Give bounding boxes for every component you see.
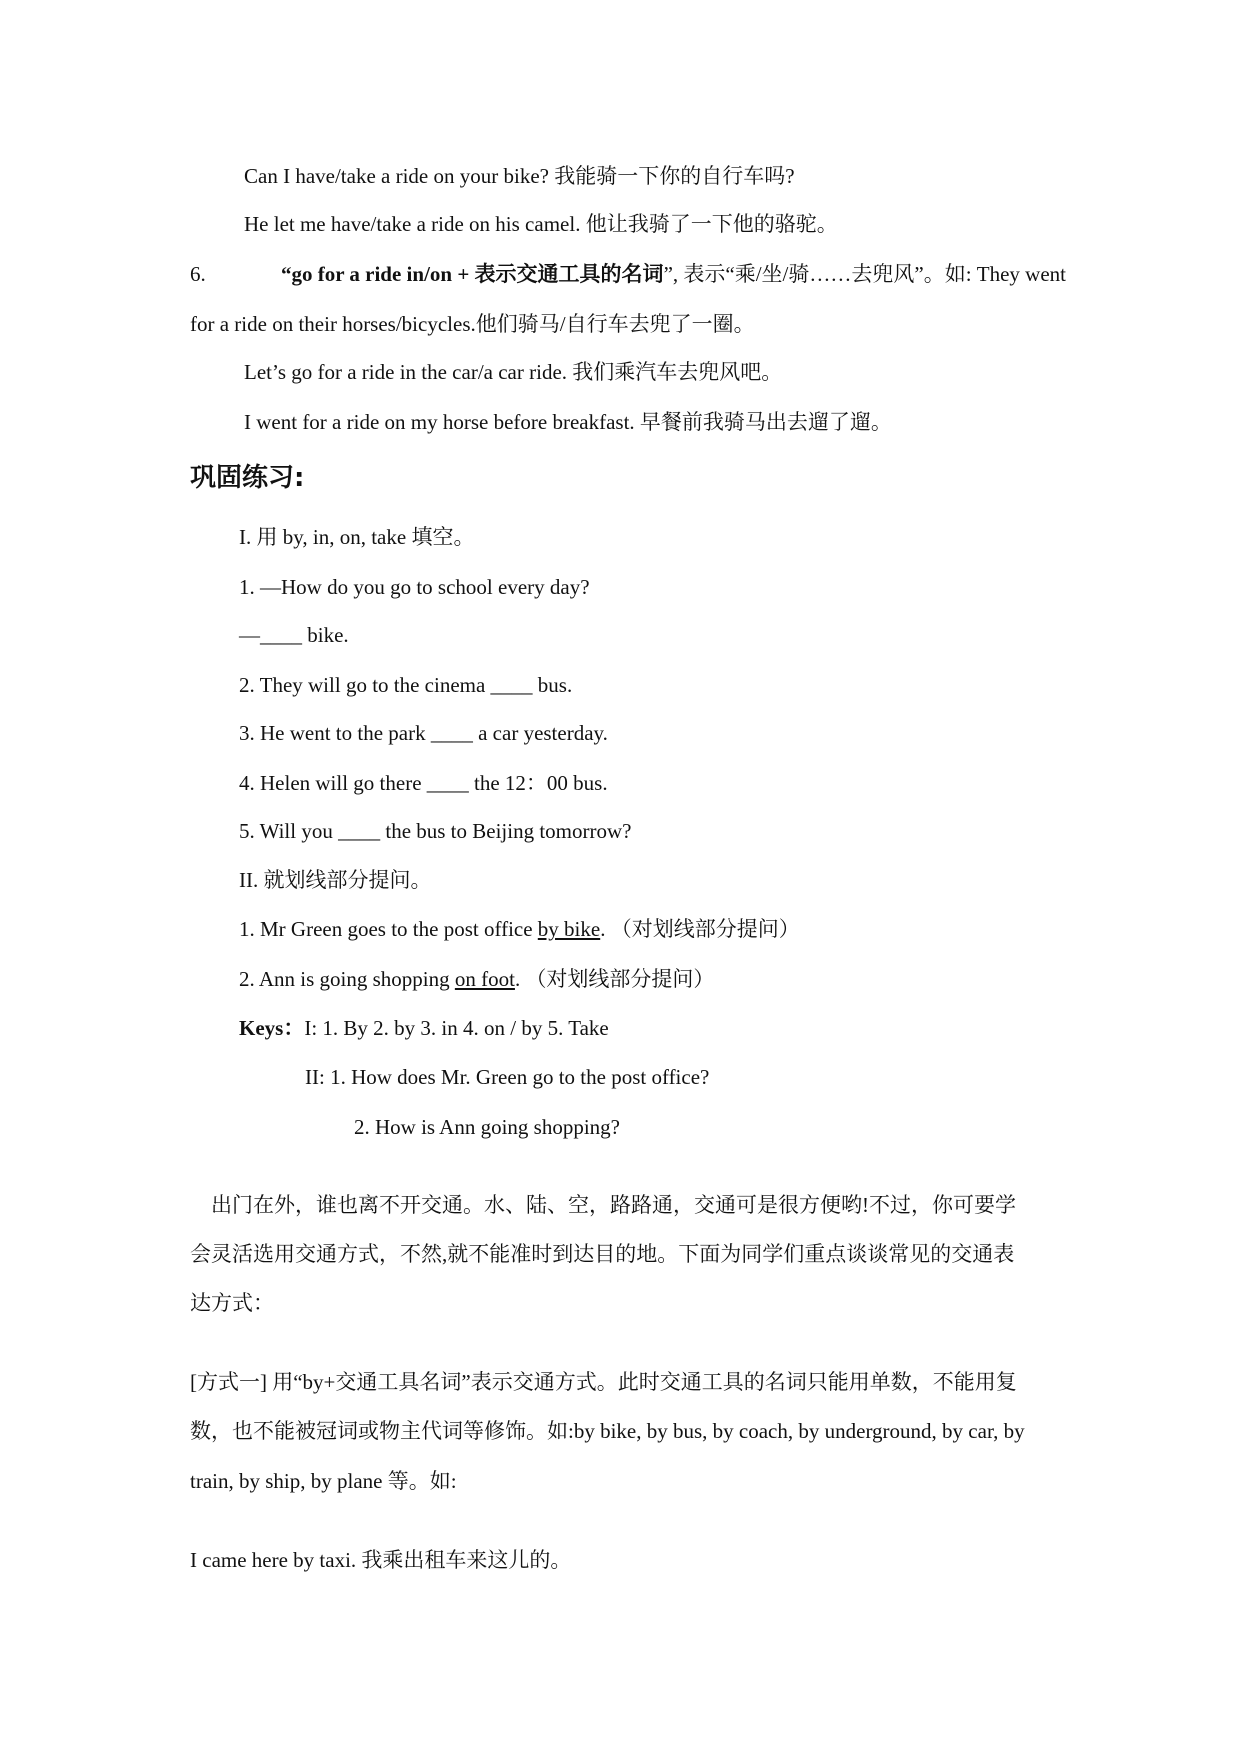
part-2-title: II. 就划线部分提问。 <box>239 868 432 892</box>
keys-label: Keys： <box>239 1016 305 1040</box>
paragraph: 数，也不能被冠词或物主代词等修饰。如:by bike, by bus, by coach, by underground, by car, by <box>190 1419 1025 1443</box>
paragraph: 会灵活选用交通方式，不然,就不能准时到达目的地。下面为同学们重点谈谈常见的交通表 <box>190 1242 1015 1266</box>
rule-continuation: for a ride on their horses/bicycles.他们骑马/自行车去兜了一圈。 <box>190 312 755 336</box>
rule-number: 6. <box>190 262 206 286</box>
paragraph: 出门在外，谁也离不开交通。水、陆、空，路路通，交通可是很方便哟!不过，你可要学 <box>211 1193 1016 1217</box>
example-sentence: He let me have/take a ride on his camel. 他让我骑了一下他的骆驼。 <box>244 212 838 236</box>
question: 3. He went to the park ____ a car yesterday. <box>239 721 608 745</box>
underlined-part: on foot <box>454 967 515 991</box>
question-note: . （对划线部分提问） <box>514 967 715 991</box>
example-sentence: I went for a ride on my horse before breakfast. 早餐前我骑马出去遛了遛。 <box>244 410 892 434</box>
question: 1. —How do you go to school every day? <box>239 575 590 599</box>
paragraph: [方式一] 用“by+交通工具名词”表示交通方式。此时交通工具的名词只能用单数，不能用复 <box>190 1370 1017 1394</box>
underlined-part: by bike <box>537 917 601 941</box>
section-heading: 巩固练习: <box>190 463 305 493</box>
question: 4. Helen will go there ____ the 12：00 bus. <box>239 771 608 795</box>
question <box>239 965 714 993</box>
question-note: . （对划线部分提问） <box>600 917 800 941</box>
rule-explanation: ”, 表示“乘/坐/骑……去兜风”。如: They went <box>663 262 1066 286</box>
part-1-title: I. 用 by, in, on, take 填空。 <box>239 525 475 549</box>
example-sentence: I came here by taxi. 我乘出租车来这儿的。 <box>190 1548 572 1572</box>
keys <box>239 1014 609 1042</box>
example-sentence: Let’s go for a ride in the car/a car ride. 我们乘汽车去兜风吧。 <box>244 360 783 384</box>
question: 2. They will go to the cinema ____ bus. <box>239 673 573 697</box>
keys-part-2-item: 2. How is Ann going shopping? <box>354 1115 621 1139</box>
question <box>239 915 800 943</box>
paragraph: 达方式： <box>190 1291 274 1315</box>
keys-part-2: II: 1. How does Mr. Green go to the post office? <box>305 1065 710 1089</box>
question-text: 2. Ann is going shopping <box>239 967 455 991</box>
example-sentence: Can I have/take a ride on your bike? 我能骑一下你的自行车吗? <box>244 164 795 188</box>
paragraph: train, by ship, by plane 等。如: <box>190 1469 457 1493</box>
question-answer: —____ bike. <box>239 623 349 647</box>
rule-phrase: “go for a ride in/on + 表示交通工具的名词 <box>280 262 664 286</box>
rule-6 <box>190 260 1066 288</box>
question-text: 1. Mr Green goes to the post office <box>239 917 538 941</box>
keys-part-1: I: 1. By 2. by 3. in 4. on / by 5. Take <box>304 1016 609 1040</box>
question: 5. Will you ____ the bus to Beijing tomorrow? <box>239 819 632 843</box>
